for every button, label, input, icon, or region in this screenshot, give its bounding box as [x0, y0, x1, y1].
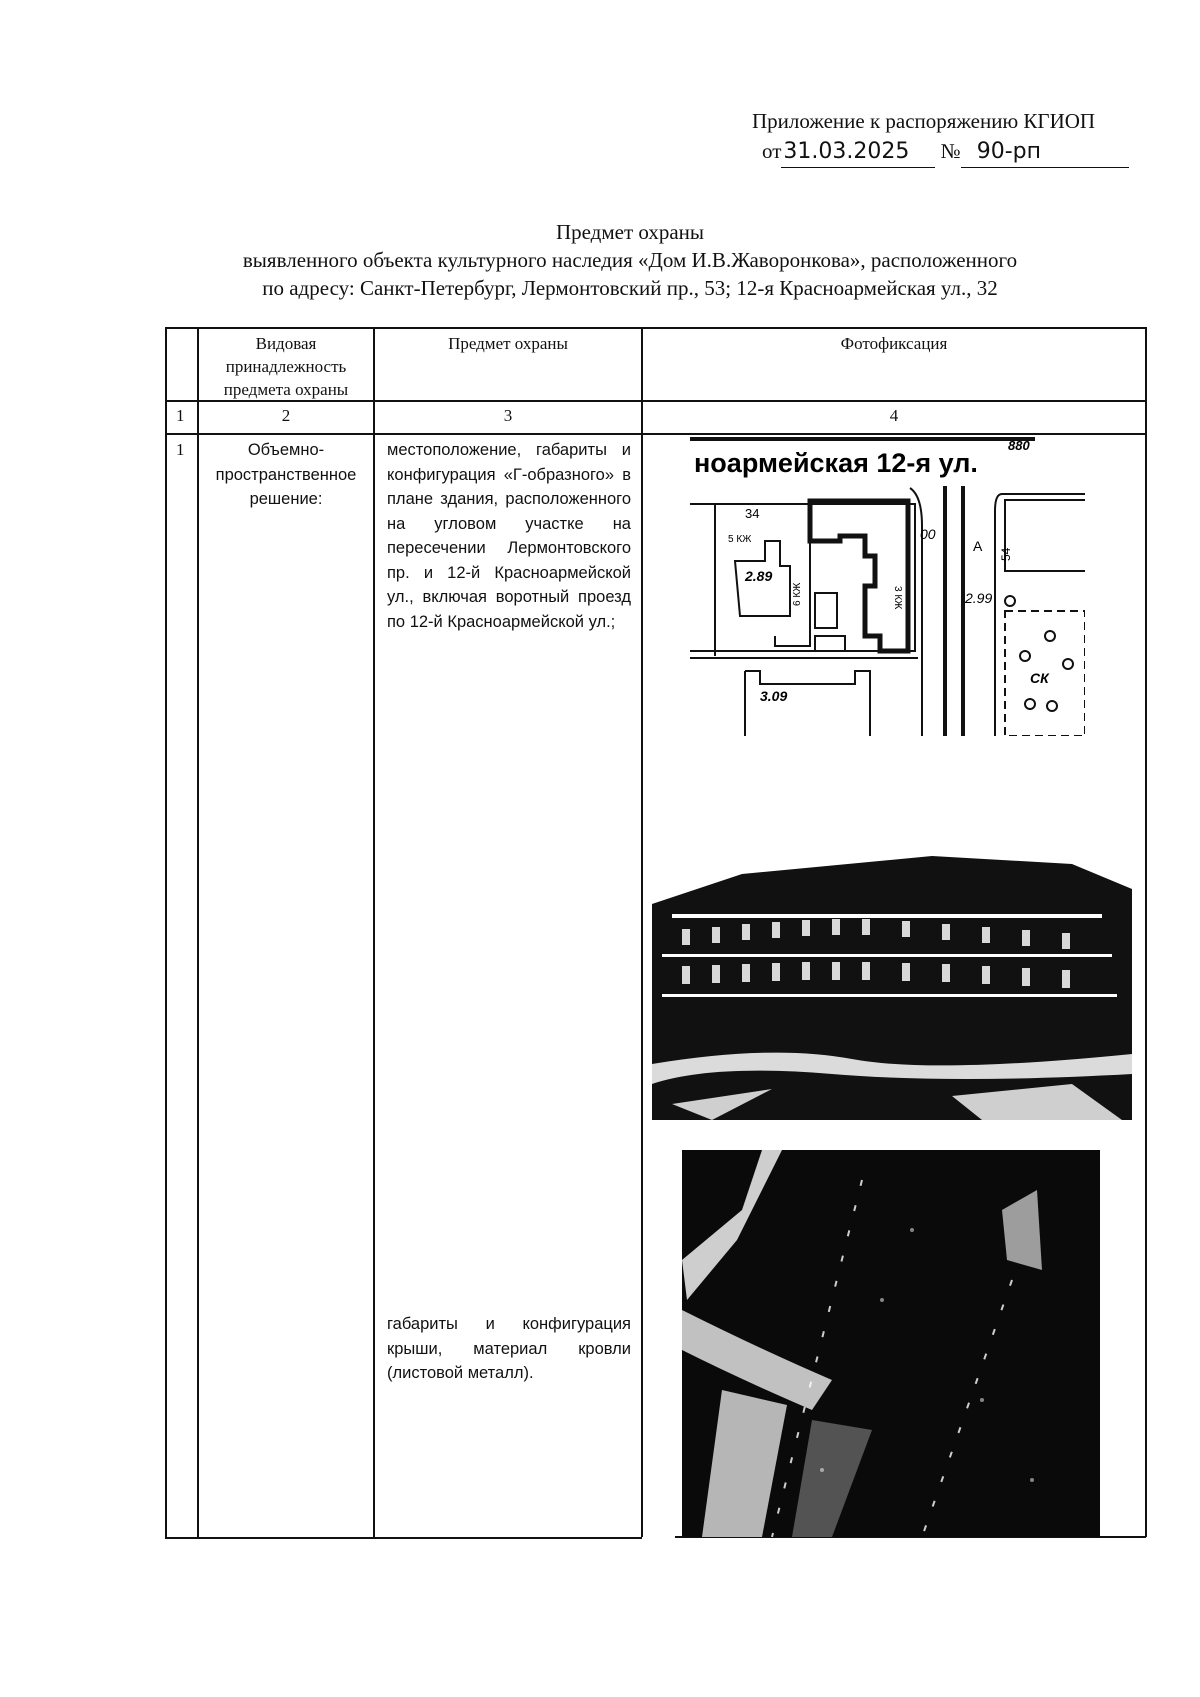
- date-prefix: от: [762, 139, 782, 163]
- table-number-divider: [165, 433, 1146, 435]
- table-border-right: [1145, 327, 1147, 1537]
- header-photo: Фотофиксация: [840, 334, 948, 353]
- site-plan-map: [690, 436, 1085, 736]
- order-date: 31.03.2025: [781, 137, 935, 168]
- col-divider-2: [373, 327, 375, 1537]
- table-border-bottom: [165, 1537, 642, 1539]
- map-label: 880: [1008, 438, 1030, 453]
- header-subject: Предмет охраны: [448, 334, 568, 353]
- map-label: 2.99: [965, 590, 993, 606]
- table-border-top: [165, 327, 1146, 329]
- appendix-label: Приложение к распоряжению КГИОП: [752, 109, 1096, 133]
- map-label: 3 КЖ: [892, 586, 903, 610]
- row-subject-location: местоположение, габариты и конфигурация «Г-образного» в плане здания, расположенного на угловом участке на пересечении Лермонтовского пр. и 12-й Красноармейской ул., включая воротный проезд по 12-й Красноармейской ул.;: [387, 441, 631, 631]
- map-label: 6 КЖ: [792, 582, 803, 606]
- map-label: 54: [999, 547, 1013, 561]
- map-street-label: ноармейская 12-я ул.: [694, 448, 978, 478]
- col-number-2: 2: [281, 406, 291, 425]
- aerial-roof-photo: [682, 1150, 1100, 1537]
- row-number: 1: [176, 440, 185, 459]
- map-label: 2.89: [745, 568, 773, 584]
- document-title: [160, 218, 1100, 302]
- map-label: 00: [920, 526, 936, 542]
- order-number: 90-рп: [961, 137, 1129, 168]
- col-number-4: 4: [889, 406, 899, 425]
- title-line-3: по адресу: Санкт-Петербург, Лермонтовский пр., 53; 12-я Красноармейская ул., 32: [262, 276, 998, 300]
- map-label: А: [973, 538, 983, 554]
- map-label: СК: [1030, 670, 1049, 686]
- number-sign: №: [940, 139, 961, 163]
- street-view-photo: [652, 834, 1132, 1120]
- col-number-1: 1: [176, 406, 185, 425]
- map-label: 3.09: [760, 688, 788, 704]
- title-line-2: выявленного объекта культурного наследия «Дом И.В.Жаворонкова», расположенного: [242, 248, 1018, 272]
- order-reference: [762, 136, 1129, 168]
- col-number-3: 3: [503, 406, 513, 425]
- table-border-left: [165, 327, 167, 1537]
- row-type: Объемно-пространственное решение:: [215, 441, 357, 508]
- row-subject-roof: габариты и конфигурация крыши, материал кровли (листовой металл).: [387, 1315, 631, 1382]
- map-label: 5 КЖ: [728, 534, 752, 545]
- header-type: Видовая принадлежность предмета охраны: [223, 334, 349, 399]
- title-line-1: Предмет охраны: [555, 220, 705, 244]
- col-divider-1: [197, 327, 199, 1537]
- map-label: 34: [745, 506, 760, 521]
- col-divider-3: [641, 327, 643, 1537]
